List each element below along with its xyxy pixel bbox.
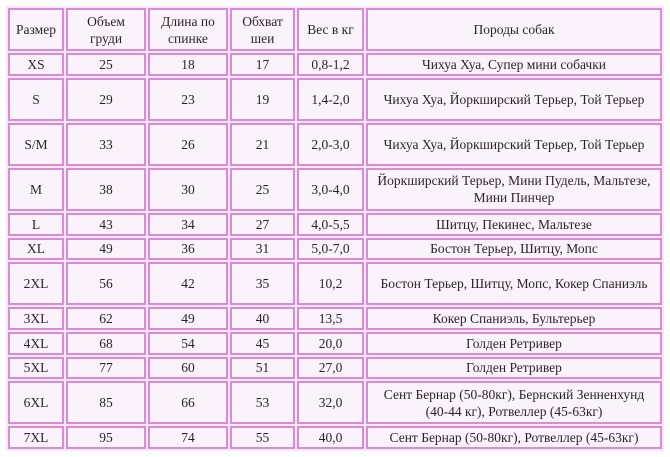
table-row — [8, 78, 662, 121]
cell-weight: 13,5 — [297, 307, 364, 330]
cell-weight: 40,0 — [297, 426, 364, 449]
cell-weight: 10,2 — [297, 262, 364, 305]
cell-size: 4XL — [8, 332, 64, 355]
cell-size: 7XL — [8, 426, 64, 449]
cell-neck: 40 — [230, 307, 295, 330]
cell-breeds: Голден Ретривер — [366, 332, 662, 355]
cell-neck: 35 — [230, 262, 295, 305]
cell-weight: 4,0-5,5 — [297, 213, 364, 236]
cell-breeds: Чихуа Хуа, Супер мини собачки — [366, 53, 662, 76]
cell-chest: 95 — [66, 426, 146, 449]
table-row — [8, 332, 662, 355]
cell-back-length: 74 — [148, 426, 228, 449]
table-row — [8, 307, 662, 330]
cell-size: 2XL — [8, 262, 64, 305]
cell-weight: 20,0 — [297, 332, 364, 355]
table-row — [8, 53, 662, 76]
cell-back-length: 42 — [148, 262, 228, 305]
cell-size: M — [8, 168, 64, 211]
cell-back-length: 34 — [148, 213, 228, 236]
cell-chest: 68 — [66, 332, 146, 355]
cell-breeds: Йоркширский Терьер, Мини Пудель, Мальтезе, Мини Пинчер — [366, 168, 662, 211]
cell-neck: 53 — [230, 381, 295, 424]
table-row — [8, 381, 662, 424]
cell-weight: 0,8-1,2 — [297, 53, 364, 76]
cell-neck: 21 — [230, 123, 295, 166]
header-size: Размер — [8, 8, 64, 51]
cell-chest: 85 — [66, 381, 146, 424]
cell-neck: 27 — [230, 213, 295, 236]
cell-back-length: 66 — [148, 381, 228, 424]
cell-breeds: Бостон Терьер, Шитцу, Мопс — [366, 238, 662, 261]
table-row — [8, 168, 662, 211]
cell-chest: 33 — [66, 123, 146, 166]
dog-size-table — [6, 6, 664, 451]
table-row — [8, 426, 662, 449]
cell-back-length: 36 — [148, 238, 228, 261]
cell-breeds: Голден Ретривер — [366, 357, 662, 380]
cell-neck: 17 — [230, 53, 295, 76]
cell-size: S — [8, 78, 64, 121]
cell-chest: 49 — [66, 238, 146, 261]
cell-neck: 51 — [230, 357, 295, 380]
header-weight: Вес в кг — [297, 8, 364, 51]
cell-back-length: 60 — [148, 357, 228, 380]
cell-neck: 45 — [230, 332, 295, 355]
cell-weight: 3,0-4,0 — [297, 168, 364, 211]
cell-neck: 19 — [230, 78, 295, 121]
cell-size: XL — [8, 238, 64, 261]
cell-breeds: Чихуа Хуа, Йоркширский Терьер, Той Терьер — [366, 78, 662, 121]
cell-chest: 38 — [66, 168, 146, 211]
cell-back-length: 18 — [148, 53, 228, 76]
cell-size: XS — [8, 53, 64, 76]
cell-chest: 56 — [66, 262, 146, 305]
cell-breeds: Сент Бернар (50-80кг), Бернский Зенненхунд (40-44 кг), Ротвеллер (45-63кг) — [366, 381, 662, 424]
cell-neck: 55 — [230, 426, 295, 449]
cell-neck: 25 — [230, 168, 295, 211]
cell-chest: 43 — [66, 213, 146, 236]
cell-back-length: 30 — [148, 168, 228, 211]
cell-breeds: Шитцу, Пекинес, Мальтезе — [366, 213, 662, 236]
cell-back-length: 26 — [148, 123, 228, 166]
table-body — [8, 53, 662, 449]
header-breeds: Породы собак — [366, 8, 662, 51]
cell-size: 3XL — [8, 307, 64, 330]
cell-neck: 31 — [230, 238, 295, 261]
cell-chest: 29 — [66, 78, 146, 121]
cell-chest: 77 — [66, 357, 146, 380]
cell-size: L — [8, 213, 64, 236]
table-row — [8, 357, 662, 380]
cell-size: 6XL — [8, 381, 64, 424]
size-chart-container — [6, 6, 664, 451]
cell-chest: 62 — [66, 307, 146, 330]
cell-weight: 5,0-7,0 — [297, 238, 364, 261]
cell-weight: 32,0 — [297, 381, 364, 424]
table-row — [8, 262, 662, 305]
header-chest: Объем груди — [66, 8, 146, 51]
header-neck: Обхват шеи — [230, 8, 295, 51]
cell-size: 5XL — [8, 357, 64, 380]
table-row — [8, 123, 662, 166]
cell-breeds: Сент Бернар (50-80кг), Ротвеллер (45-63кг) — [366, 426, 662, 449]
cell-back-length: 49 — [148, 307, 228, 330]
table-row — [8, 238, 662, 261]
cell-weight: 2,0-3,0 — [297, 123, 364, 166]
cell-breeds: Чихуа Хуа, Йоркширский Терьер, Той Терьер — [366, 123, 662, 166]
cell-size: S/M — [8, 123, 64, 166]
cell-weight: 1,4-2,0 — [297, 78, 364, 121]
cell-chest: 25 — [66, 53, 146, 76]
cell-breeds: Кокер Спаниэль, Бультерьер — [366, 307, 662, 330]
table-header-row — [8, 8, 662, 51]
cell-back-length: 54 — [148, 332, 228, 355]
cell-weight: 27,0 — [297, 357, 364, 380]
cell-breeds: Бостон Терьер, Шитцу, Мопс, Кокер Спаниэль — [366, 262, 662, 305]
cell-back-length: 23 — [148, 78, 228, 121]
table-row — [8, 213, 662, 236]
header-back-length: Длина по спинке — [148, 8, 228, 51]
